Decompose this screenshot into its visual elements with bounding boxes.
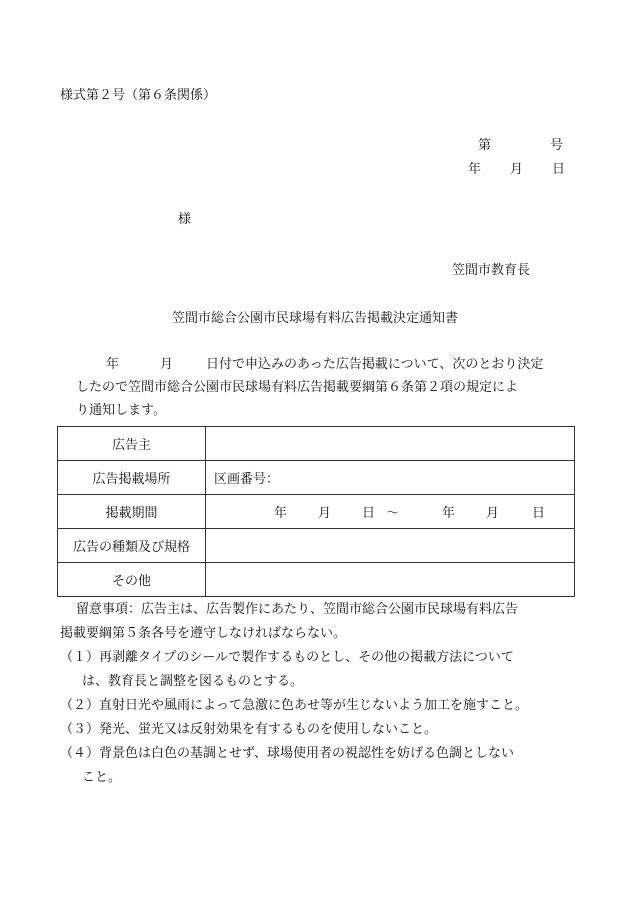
period-end-year: 年 [442, 506, 456, 521]
info-table [57, 426, 575, 597]
date-day: 日 [552, 162, 566, 177]
period-start-year: 年 [274, 506, 288, 521]
label-advertiser: 広告主 [58, 427, 206, 461]
notes-intro-2: 掲載要綱第５条各号を遵守しなければならない。 [60, 626, 347, 641]
period-start-day: 日 [362, 506, 376, 521]
body-line-1 [76, 353, 586, 376]
notes-item-4a: （４）背景色は白色の基調とせず、球場使用者の視認性を妨げる色調としない [60, 746, 514, 761]
label-type-spec: 広告の種類及び規格 [58, 529, 206, 563]
period-end-day: 日 [532, 506, 546, 521]
label-other: その他 [58, 563, 206, 597]
notes [60, 598, 585, 790]
period-end-month: 月 [486, 506, 500, 521]
value-other [206, 563, 575, 597]
period-start-month: 月 [318, 506, 332, 521]
table-row [58, 427, 575, 461]
table-row [58, 563, 575, 597]
notes-item-2: （２）直射日光や風雨によって急激に色あせ等が生じないよう加工を施すこと。 [60, 698, 529, 713]
period-separator: ～ [386, 506, 400, 521]
issuer-name: 笠間市教育長 [452, 263, 531, 278]
form-number: 様式第２号（第６条関係） [60, 88, 217, 103]
body-rest: 日付で申込みのあった広告掲載について、次のとおり決定 [206, 357, 544, 372]
notes-item-1a: （１）再剥離タイプのシールで製作するものとし、その他の掲載方法について [60, 650, 514, 665]
notes-item-3: （３）発光、蛍光又は反射効果を有するものを使用しないこと。 [60, 722, 438, 737]
value-location: 区画番号： [206, 461, 575, 495]
document-title: 笠間市総合公園市民球場有料広告掲載決定通知書 [171, 311, 458, 326]
body-text [76, 353, 586, 422]
value-period [206, 495, 575, 529]
table-row [58, 529, 575, 563]
body-year: 年 [106, 357, 120, 372]
table-row [58, 461, 575, 495]
body-line-3: り通知します。 [76, 403, 166, 418]
doc-no-suffix: 号 [550, 138, 564, 153]
notes-item-1b: は、教育長と調整を図るものとする。 [82, 674, 304, 689]
label-location: 広告掲載場所 [58, 461, 206, 495]
doc-no-prefix: 第 [478, 138, 492, 153]
date-line [468, 158, 565, 177]
body-month: 月 [160, 357, 174, 372]
date-year: 年 [468, 162, 482, 177]
value-type-spec [206, 529, 575, 563]
table-row [58, 495, 575, 529]
notes-intro-1: 留意事項：広告主は、広告製作にあたり、笠間市総合公園市民球場有料広告 [76, 602, 519, 617]
body-line-2: したので笠間市総合公園市民球場有料広告掲載要綱第６条第２項の規定によ [76, 380, 519, 395]
date-month: 月 [510, 162, 524, 177]
label-period: 掲載期間 [58, 495, 206, 529]
value-advertiser [206, 427, 575, 461]
addressee-honorific: 様 [178, 212, 192, 227]
notes-item-4b: こと。 [82, 770, 122, 785]
document-number-line [478, 134, 563, 153]
